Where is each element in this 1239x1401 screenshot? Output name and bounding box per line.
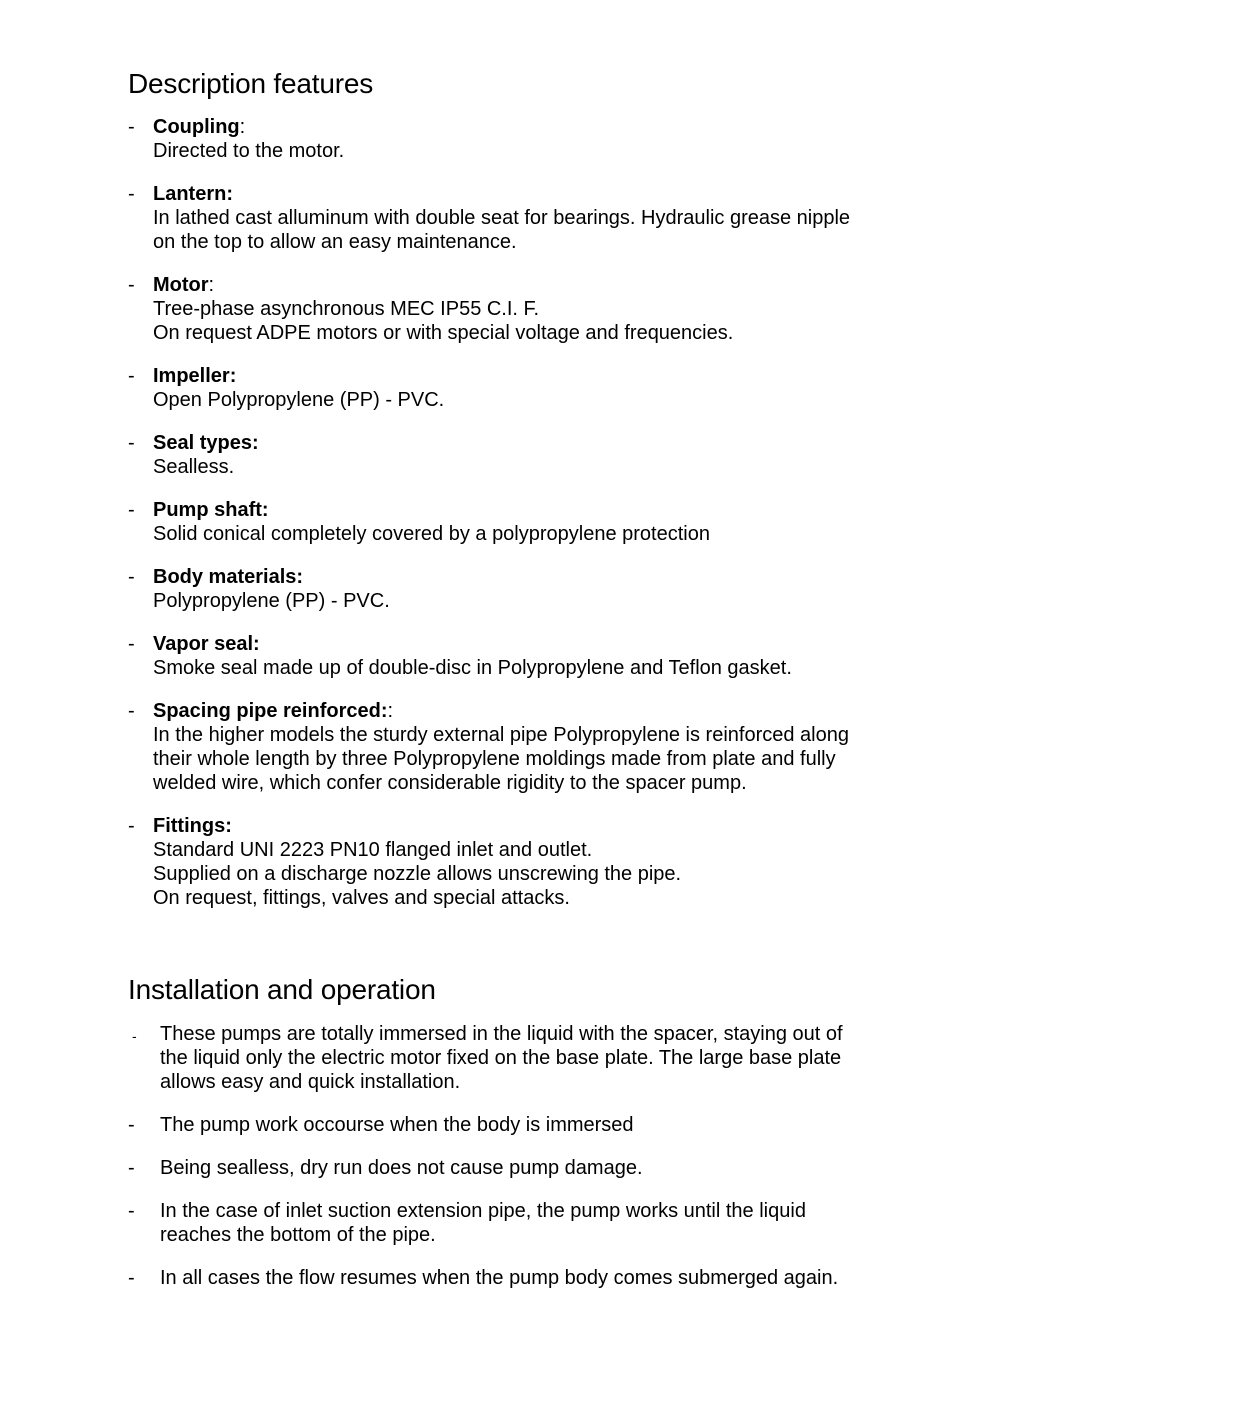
feature-heading <box>153 182 1028 206</box>
dash-bullet: - <box>128 183 135 205</box>
feature-text: Sealless. <box>153 456 235 478</box>
feature-item <box>128 182 1028 254</box>
dash-bullet: - <box>128 1157 135 1179</box>
installation-item <box>128 1199 1028 1247</box>
installation-text: The pump work occourse when the body is immersed <box>160 1114 634 1136</box>
feature-heading <box>153 632 1028 656</box>
feature-heading <box>153 814 1028 838</box>
feature-item <box>128 431 1028 479</box>
feature-text: their whole length by three Polypropylene moldings made from plate and fully <box>153 748 836 770</box>
feature-text: In the higher models the sturdy external pipe Polypropylene is reinforced along <box>153 724 849 746</box>
feature-text: Tree-phase asynchronous MEC IP55 C.I. F. <box>153 298 540 320</box>
section-title-installation: Installation and operation <box>128 974 436 1005</box>
feature-label: Motor <box>153 274 209 296</box>
feature-text: Open Polypropylene (PP) - PVC. <box>153 389 445 411</box>
installation-text: reaches the bottom of the pipe. <box>160 1224 436 1246</box>
feature-label-suffix: : <box>208 274 215 296</box>
feature-label: Pump shaft: <box>153 499 269 521</box>
feature-text: On request, fittings, valves and special attacks. <box>153 887 570 909</box>
feature-text: on the top to allow an easy maintenance. <box>153 231 517 253</box>
installation-text: allows easy and quick installation. <box>160 1071 461 1093</box>
dash-bullet: - <box>128 815 135 837</box>
feature-label: Lantern: <box>153 183 233 205</box>
feature-label: Spacing pipe reinforced: <box>153 700 388 722</box>
description-list <box>128 115 1028 910</box>
dash-bullet: - <box>128 499 135 521</box>
feature-item <box>128 364 1028 412</box>
feature-heading <box>153 498 1028 522</box>
feature-text: Smoke seal made up of double-disc in Polypropylene and Teflon gasket. <box>153 657 792 679</box>
dash-bullet: - <box>128 700 135 722</box>
feature-text: Standard UNI 2223 PN10 flanged inlet and outlet. <box>153 839 593 861</box>
installation-item <box>128 1022 1028 1094</box>
section-title-description: Description features <box>128 68 374 99</box>
installation-item <box>128 1266 1028 1290</box>
dash-bullet: - <box>128 1267 135 1289</box>
dash-bullet: - <box>128 365 135 387</box>
feature-label: Vapor seal: <box>153 633 260 655</box>
installation-text: the liquid only the electric motor fixed on the base plate. The large base plate <box>160 1047 842 1069</box>
dash-bullet: - <box>132 1028 137 1044</box>
feature-item <box>128 565 1028 613</box>
feature-text: Solid conical completely covered by a polypropylene protection <box>153 523 710 545</box>
feature-label: Fittings: <box>153 815 232 837</box>
dash-bullet: - <box>128 633 135 655</box>
feature-label: Seal types: <box>153 432 259 454</box>
feature-item <box>128 699 1028 795</box>
feature-text: On request ADPE motors or with special voltage and frequencies. <box>153 322 734 344</box>
installation-item <box>128 1113 1028 1137</box>
feature-text: Supplied on a discharge nozzle allows unscrewing the pipe. <box>153 863 682 885</box>
dash-bullet: - <box>128 432 135 454</box>
feature-text: Directed to the motor. <box>153 140 345 162</box>
feature-text: In lathed cast alluminum with double seat for bearings. Hydraulic grease nipple <box>153 207 851 229</box>
feature-text: welded wire, which confer considerable rigidity to the spacer pump. <box>153 772 747 794</box>
feature-label: Impeller: <box>153 365 237 387</box>
dash-bullet: - <box>128 1200 135 1222</box>
feature-heading <box>153 431 1028 455</box>
feature-item <box>128 115 1028 163</box>
installation-text: These pumps are totally immersed in the liquid with the spacer, staying out of <box>160 1023 843 1045</box>
dash-bullet: - <box>128 116 135 138</box>
feature-item <box>128 814 1028 910</box>
document-page <box>128 66 1028 1309</box>
feature-label: Body materials: <box>153 566 304 588</box>
feature-label-suffix: : <box>387 700 394 722</box>
installation-text: Being sealless, dry run does not cause pump damage. <box>160 1157 643 1179</box>
installation-text: In all cases the flow resumes when the pump body comes submerged again. <box>160 1267 839 1289</box>
feature-item <box>128 632 1028 680</box>
feature-heading <box>153 273 1028 297</box>
dash-bullet: - <box>128 274 135 296</box>
installation-list <box>128 1022 1028 1290</box>
dash-bullet: - <box>128 1114 135 1136</box>
installation-item <box>128 1156 1028 1180</box>
feature-heading <box>153 699 1028 723</box>
feature-label: Coupling <box>153 116 240 138</box>
feature-label-suffix: : <box>239 116 246 138</box>
feature-text: Polypropylene (PP) - PVC. <box>153 590 390 612</box>
feature-heading <box>153 364 1028 388</box>
installation-text: In the case of inlet suction extension pipe, the pump works until the liquid <box>160 1200 806 1222</box>
dash-bullet: - <box>128 566 135 588</box>
feature-item <box>128 273 1028 345</box>
feature-heading <box>153 115 1028 139</box>
feature-heading <box>153 565 1028 589</box>
feature-item <box>128 498 1028 546</box>
